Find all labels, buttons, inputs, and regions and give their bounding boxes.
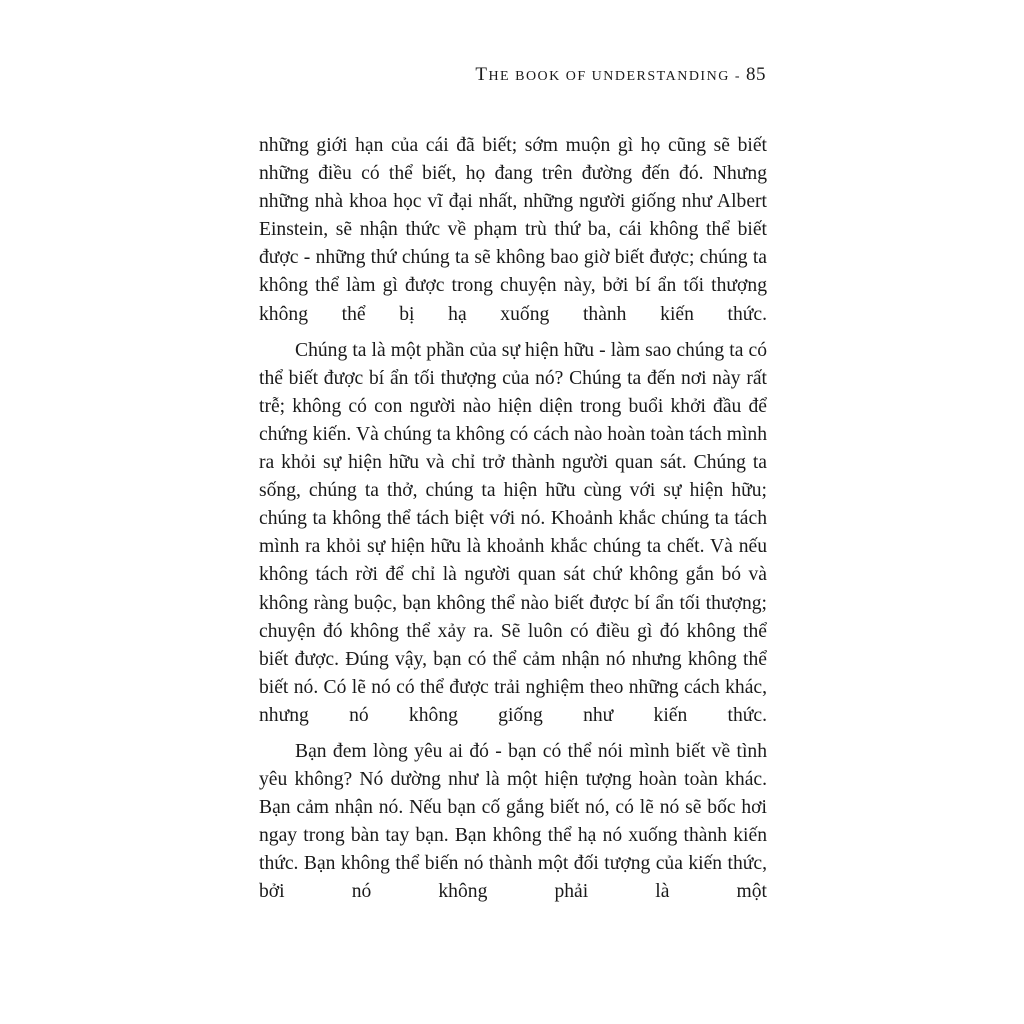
header-separator: -	[729, 69, 746, 84]
book-title-initial: T	[475, 64, 489, 85]
running-header	[440, 64, 766, 86]
paragraph-2: Chúng ta là một phần của sự hiện hữu - làm sao chúng ta có thể biết được bí ẩn tối thượng của nó? Chúng ta đến nơi này rất trễ; không có con người nào hiện diện trong buổi khởi đầu để chứng kiến. Và chúng ta không có cách nào hoàn toàn tách mình ra khỏi sự hiện hữu và chỉ trở thành người quan sát. Chúng ta sống, chúng ta thở, chúng ta hiện hữu cùng với sự hiện hữu; chúng ta không thể tách biệt với nó. Khoảnh khắc chúng ta tách mình ra khỏi sự hiện hữu là khoảnh khắc chúng ta chết. Và nếu không tách rời để chỉ là người quan sát chứ không gắn bó và không ràng buộc, bạn không thể nào biết được bí ẩn tối thượng; chuyện đó không thể xảy ra. Sẽ luôn có điều gì đó không thể biết được. Đúng vậy, bạn có thể cảm nhận nó nhưng không thể biết nó. Có lẽ nó có thể được trải nghiệm theo những cách khác, nhưng nó không giống như kiến thức.	[259, 339, 767, 726]
book-title: HE BOOK OF UNDERSTANDING	[488, 69, 730, 84]
page-number: 85	[746, 64, 766, 85]
paragraph-1: những giới hạn của cái đã biết; sớm muộn gì họ cũng sẽ biết những điều có thể biết, họ đang trên đường đến đó. Nhưng những nhà khoa học vĩ đại nhất, những người giống như Albert Einstein, sẽ nhận thức về phạm trù thứ ba, cái không thể biết được - những thứ chúng ta sẽ không bao giờ biết được; chúng ta không thể làm gì được trong chuyện này, bởi bí ẩn tối thượng không thể bị hạ xuống thành kiến thức.	[259, 135, 767, 325]
body-text	[259, 132, 767, 907]
paragraph-3: Bạn đem lòng yêu ai đó - bạn có thể nói mình biết về tình yêu không? Nó dường như là một hiện tượng hoàn toàn khác. Bạn cảm nhận nó. Nếu bạn cố gắng biết nó, có lẽ nó sẽ bốc hơi ngay trong bàn tay bạn. Bạn không thể hạ nó xuống thành kiến thức. Bạn không thể biến nó thành một đối tượng của kiến thức, bởi nó không phải là một	[259, 740, 767, 903]
